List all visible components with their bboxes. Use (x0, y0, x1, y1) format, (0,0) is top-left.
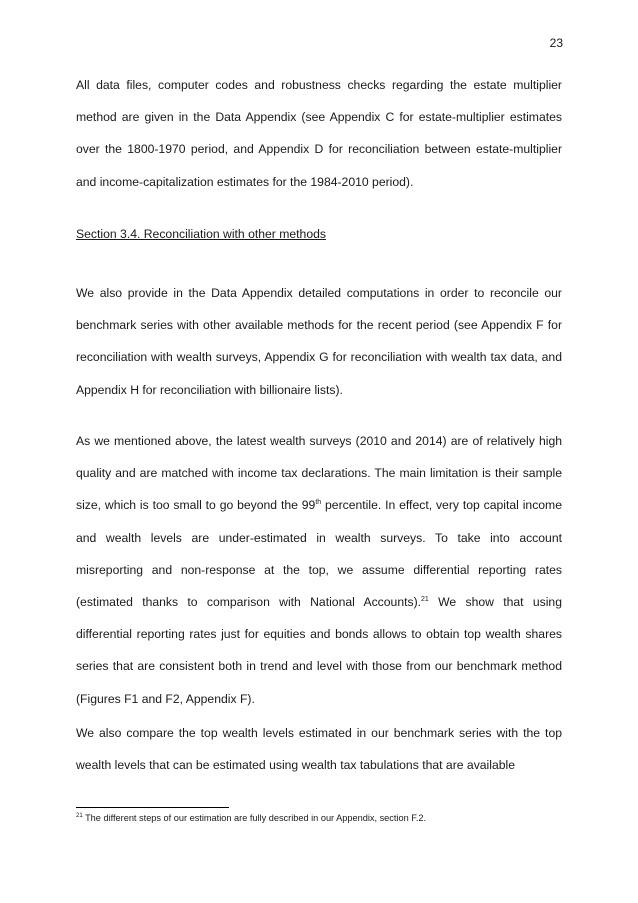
footnote-marker: 21 (76, 812, 83, 819)
page-number: 23 (549, 36, 563, 50)
footnote-text: The different steps of our estimation are fully described in our Appendix, section F.2. (82, 813, 427, 823)
paragraph-estate-multiplier: All data files, computer codes and robustness checks regarding the estate multiplier method are given in the Data Appendix (see Appendix C for estate-multiplier estimates over the 1800-1970 period, and Appendix D for reconciliation between estate-multiplier and income-capitalization estimates for the 1984-2010 period). (76, 78, 562, 189)
paragraph-text-part: We show that using differential reporting rates just for equities and bonds allows to obtain top wealth shares series that are consistent both in trend and level with those from our benchmark method (Figures F1 and F2, Appendix F). (76, 595, 562, 706)
paragraph-wealth-surveys (76, 425, 562, 715)
section-heading: Section 3.4. Reconciliation with other methods (76, 227, 326, 241)
paragraph-wealth-tax: We also compare the top wealth levels estimated in our benchmark series with the top wealth levels that can be estimated using wealth tax tabulations that are available (76, 726, 562, 773)
footnote-divider (76, 807, 229, 808)
footnote-reference[interactable]: 21 (421, 595, 429, 603)
paragraph-text-part: As we mentioned above, the latest wealth surveys (2010 and 2014) are of relatively high quality and are matched with income tax declarations. The main limitation is their sample size, which is too small to go beyond the 99 (76, 434, 562, 513)
superscript-th: th (315, 499, 322, 507)
paragraph-reconciliation: We also provide in the Data Appendix detailed computations in order to reconcile our benchmark series with other available methods for the recent period (see Appendix F for reconciliation with wealth surveys, Appendix G for reconciliation with wealth tax data, and Appendix H for reconciliation with billionaire lists). (76, 286, 562, 397)
footnote (76, 812, 576, 824)
paragraph-text-part: percentile. In effect, very top capital income and wealth levels are under-estimated in wealth surveys. To take into account misreporting and non-response at the top, we assume differential reporting rates (estimated thanks to comparison with National Accounts). (76, 498, 562, 610)
